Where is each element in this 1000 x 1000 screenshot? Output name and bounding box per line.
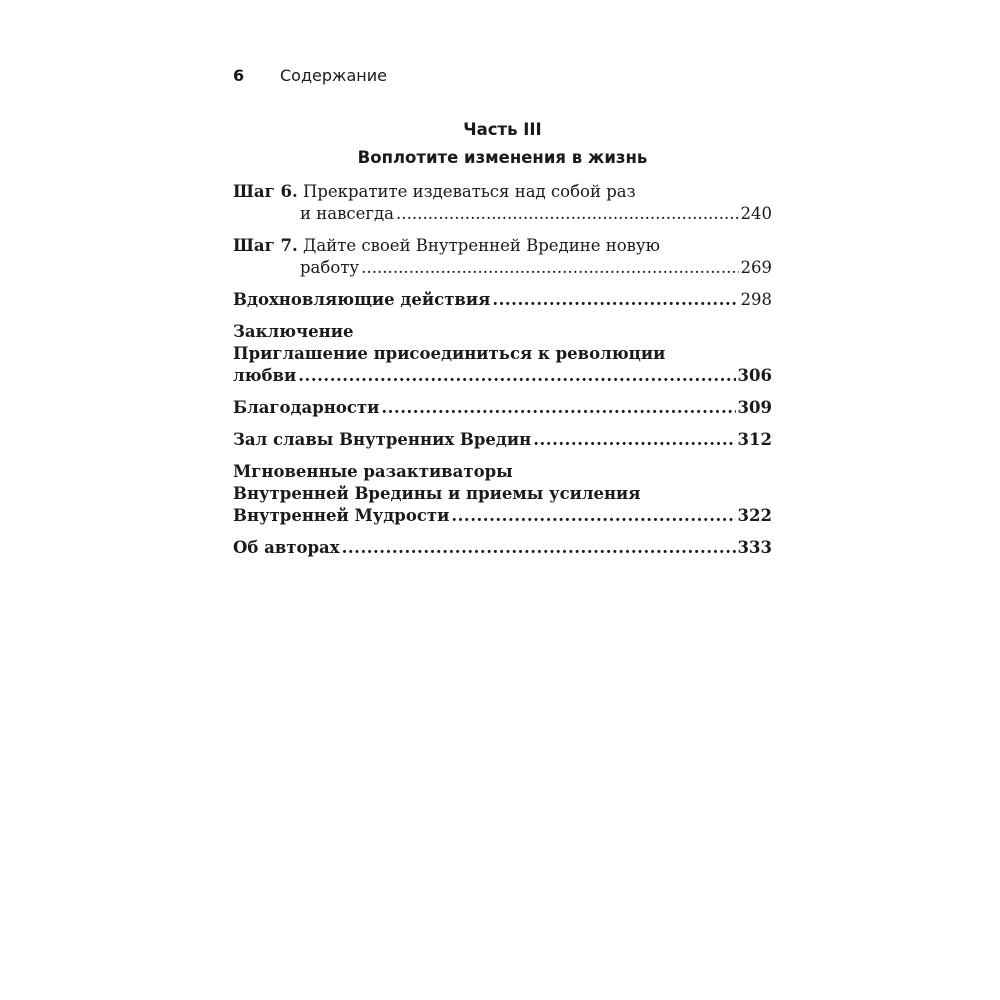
table-of-contents — [233, 181, 772, 569]
toc-entry-thanks[interactable] — [233, 397, 772, 419]
part-title: Воплотите изменения в жизнь — [357, 148, 648, 167]
authors-page: 333 — [737, 538, 772, 557]
page-number: 6 — [233, 66, 245, 85]
running-head-title: Содержание — [280, 66, 387, 85]
part-heading — [233, 116, 772, 172]
step6-page: 240 — [740, 204, 772, 223]
conclusion-line1: Заключение — [233, 322, 354, 341]
step6-title-line2: и навсегда — [300, 204, 395, 223]
step6-title-line1: Прекратите издеваться над собой раз — [302, 182, 636, 201]
dot-leader — [342, 537, 736, 559]
step7-page: 269 — [740, 258, 772, 277]
dot-leader — [533, 429, 735, 451]
step7-title-line1: Дайте своей Внутренней Вредине новую — [302, 236, 661, 255]
inspiring-title: Вдохновляющие действия — [233, 290, 491, 309]
step7-label: Шаг 7. — [233, 236, 298, 255]
inspiring-page: 298 — [740, 290, 772, 309]
part-label: Часть III — [463, 120, 542, 139]
hall-page: 312 — [737, 430, 772, 449]
conclusion-line3: любви — [233, 366, 297, 385]
authors-title: Об авторах — [233, 538, 340, 557]
step7-title-line2: работу — [300, 258, 360, 277]
toc-entry-authors[interactable] — [233, 537, 772, 559]
toc-entry-instant[interactable] — [233, 461, 772, 527]
toc-entry-hall[interactable] — [233, 429, 772, 451]
dot-leader — [451, 505, 735, 527]
instant-line1: Мгновенные разактиваторы — [233, 462, 513, 481]
dot-leader — [298, 365, 735, 387]
step6-label: Шаг 6. — [233, 182, 298, 201]
thanks-page: 309 — [737, 398, 772, 417]
toc-entry-step6[interactable] — [233, 181, 772, 225]
dot-leader — [361, 257, 738, 279]
instant-line3: Внутренней Мудрости — [233, 506, 450, 525]
dot-leader — [396, 203, 738, 225]
thanks-title: Благодарности — [233, 398, 380, 417]
toc-entry-step7[interactable] — [233, 235, 772, 279]
conclusion-line2: Приглашение присоединиться к революции — [233, 344, 666, 363]
toc-entry-inspiring[interactable] — [233, 289, 772, 311]
instant-page: 322 — [737, 506, 772, 525]
instant-line2: Внутренней Вредины и приемы усиления — [233, 484, 641, 503]
conclusion-page: 306 — [737, 366, 772, 385]
running-head — [233, 66, 387, 86]
dot-leader — [381, 397, 735, 419]
hall-title: Зал славы Внутренних Вредин — [233, 430, 532, 449]
dot-leader — [492, 289, 738, 311]
toc-entry-conclusion[interactable] — [233, 321, 772, 387]
